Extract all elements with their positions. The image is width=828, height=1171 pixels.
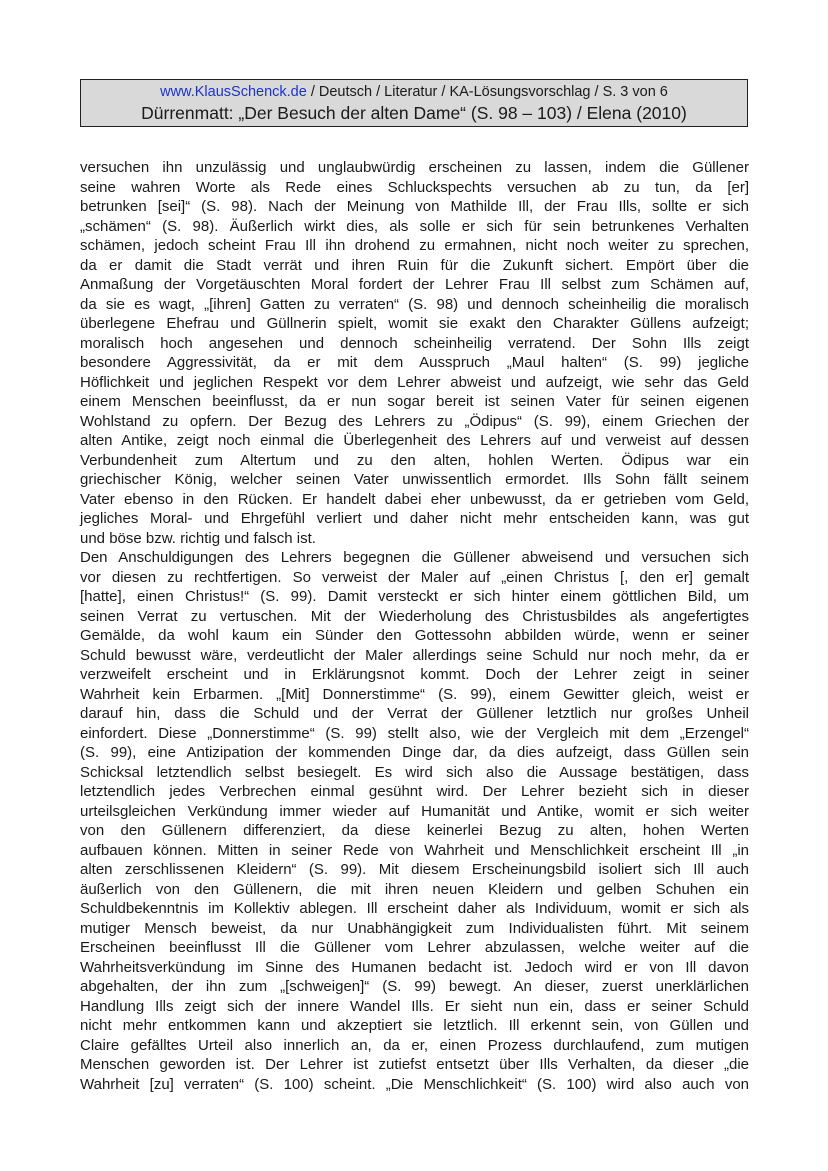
text-line: Menschen geworden ist. Der Lehrer ist zutiefst entsetzt über Ills Verhalten, da dieser „die (80, 1056, 749, 1073)
document-header (80, 79, 748, 127)
text-line: Gemälde, da wohl kaum ein Sünder den Gottessohn abbilden würde, wenn er seiner (80, 627, 749, 644)
text-line: betrunken [sei]“ (S. 98). Nach der Meinung von Mathilde Ill, der Frau Ills, sollte er sich (80, 198, 749, 215)
text-line: abgehalten, der ihn zum „[schweigen]“ (S. 99) bewegt. An dieser, zuerst unerklärlichen (80, 978, 749, 995)
text-line: moralisch hoch angesehen und dennoch scheinheilig verratend. Der Sohn Ills zeigt (80, 334, 749, 352)
text-line: urteilsgleichen Verkündung immer wieder auf Humanität und Antike, womit er sich weiter (80, 802, 749, 820)
text-line: letztendlich jedes Verbrechen einmal gesühnt wird. Der Lehrer bezieht sich in dieser (80, 783, 749, 800)
text-line: Höflichkeit und jeglichen Respekt vor dem Lehrer abweist und aufzeigt, wie sehr das Geld (80, 373, 749, 391)
text-line: (S. 99), eine Antizipation der kommenden Dinge dar, da dies aufzeigt, dass Güllen sein (80, 744, 749, 761)
text-line: Anmaßung der Vorgetäuschten Moral fordert der Lehrer Frau Ill selbst zum Schämen auf, (80, 276, 749, 293)
website-link[interactable]: www.KlausSchenck.de (160, 84, 307, 100)
text-line: darauf hin, dass die Schuld und der Verrat der Güllener letztlich nur großes Unheil (80, 705, 749, 722)
text-line: einfordert. Diese „Donnerstimme“ (S. 99) stellt also, wie der Vergleich mit dem „Erzengel“ (80, 724, 749, 742)
text-line: schämen, jedoch scheint Frau Ill ihn drohend zu ermahnen, nicht noch weiter zu sprechen, (80, 237, 749, 254)
text-line: griechischer König, welcher seinen Vater unwissentlich ermordet. Ills Sohn fällt seinem (80, 471, 749, 488)
text-line: Erscheinen beeinflusst Ill die Güllener vom Lehrer abzulassen, welche weiter auf die (80, 939, 749, 956)
text-line: Wahrheit kein Erbarmen. „[Mit] Donnerstimme“ (S. 99), einem Gewitter gleich, weist er (80, 685, 749, 703)
text-line: Schuldbekenntnis im Kollektiv ablegen. Ill erscheint daher als Individuum, womit er sich als (80, 900, 749, 917)
text-line: Schuld bewusst wäre, verdeutlicht der Maler allerdings seine Schuld nur noch mehr, da er (80, 646, 749, 664)
text-line: alten Antike, zeigt noch einmal die Überlegenheit des Lehrers auf und verweist auf dessen (80, 432, 749, 449)
text-line: versuchen ihn unzulässig und unglaubwürdig erscheinen zu lassen, indem die Güllener (80, 159, 749, 176)
text-line: vor diesen zu rechtfertigen. So verweist der Maler auf „einen Christus [, den er] gemalt (80, 568, 749, 586)
text-line: Den Anschuldigungen des Lehrers begegnen die Güllener abweisend und versuchen sich (80, 549, 749, 566)
text-line: Wahrheitsverkündung im Sinne des Humanen bedacht ist. Jedoch wird er von Ill davon (80, 958, 749, 976)
text-line: Schicksal letztendlich selbst besiegelt. Es wird sich also die Aussage bestätigen, dass (80, 763, 749, 781)
text-line: besondere Aggressivität, da er mit dem Ausspruch „Maul halten“ (S. 99) jegliche (80, 354, 749, 371)
text-line: nicht mehr entkommen kann und akzeptiert sie letztlich. Ill erkennt sein, von Güllen und (80, 1017, 749, 1034)
text-line: seinen Verrat zu vertuschen. Mit der Wiederholung des Christusbildes als angefertigtes (80, 607, 749, 625)
text-line: da er damit die Stadt verrät und ihren Ruin für die Zukunft sichert. Empört über die (80, 256, 749, 274)
text-line: Wahrheit [zu] verraten“ (S. 100) scheint. „Die Menschlichkeit“ (S. 100) wird also auch von (80, 1075, 749, 1093)
text-line: Wohlstand zu opfern. Der Bezug des Lehrers zu „Ödipus“ (S. 99), einem Griechen der (80, 412, 749, 430)
text-line: überlegene Ehefrau und Güllnerin spielt, womit sie exakt den Charakter Güllens aufzeigt; (80, 315, 749, 332)
text-line: und böse bzw. richtig und falsch ist. (80, 529, 316, 547)
text-line: von den Güllenern differenziert, da diese keinerlei Bezug zu alten, hohen Werten (80, 822, 749, 839)
header-path: / Deutsch / Literatur / KA-Lösungsvorschlag / S. 3 von 6 (306, 84, 668, 100)
text-line: aufbauen können. Mitten in seiner Rede von Wahrheit und Menschlichkeit erscheint Ill „in (80, 841, 749, 859)
text-line: äußerlich von den Güllenern, die mit ihren neuen Kleidern und gelben Schuhen ein (80, 880, 749, 898)
text-line: verzweifelt erscheint und in Erklärungsnot kommt. Doch der Lehrer zeigt in seiner (80, 666, 749, 683)
text-line: alten zerschlissenen Kleidern“ (S. 99). Mit diesem Erscheinungsbild isoliert sich Ill auch (80, 861, 749, 878)
text-line: mutiger Mensch beweist, da nur Unabhängigkeit zum Individualisten führt. Mit seinem (80, 919, 749, 937)
header-source-line (81, 83, 747, 102)
text-line: Verbundenheit zum Altertum und zu den alten, hohlen Werten. Ödipus war ein (80, 451, 749, 469)
header-title: Dürrenmatt: „Der Besuch der alten Dame“ (S. 98 – 103) / Elena (2010) (141, 103, 687, 123)
text-line: da sie es wagt, „[ihren] Gatten zu verraten“ (S. 98) und dennoch scheinheilig die moralisch (80, 295, 749, 313)
text-line: „schämen“ (S. 98). Äußerlich wirkt dies, als solle er sich für sein betrunkenes Verhalten (80, 217, 749, 235)
text-line: seine wahren Worte als Rede eines Schluckspechts versuchen ab zu tun, da [er] (80, 178, 749, 196)
text-line: jegliches Moral- und Ehrgefühl verliert und daher nicht mehr entscheiden kann, was gut (80, 510, 749, 527)
text-line: Claire gefälltes Urteil also innerlich an, da er, einen Prozess durchlaufend, zum mutigen (80, 1036, 749, 1054)
text-line: einem Menschen beeinflusst, da er nun sogar bereit ist seinen Vater für seinen eigenen (80, 393, 749, 410)
text-line: Vater ebenso in den Rücken. Er handelt dabei eher unbewusst, da er getrieben vom Geld, (80, 490, 749, 508)
document-body (80, 158, 749, 1094)
text-line: [hatte], einen Christus!“ (S. 99). Damit versteckt er sich hinter einem göttlichen Bild, um (80, 588, 749, 605)
text-line: Handlung Ills zeigt sich der innere Wandel Ills. Er sieht nun ein, dass er seiner Schuld (80, 997, 749, 1015)
